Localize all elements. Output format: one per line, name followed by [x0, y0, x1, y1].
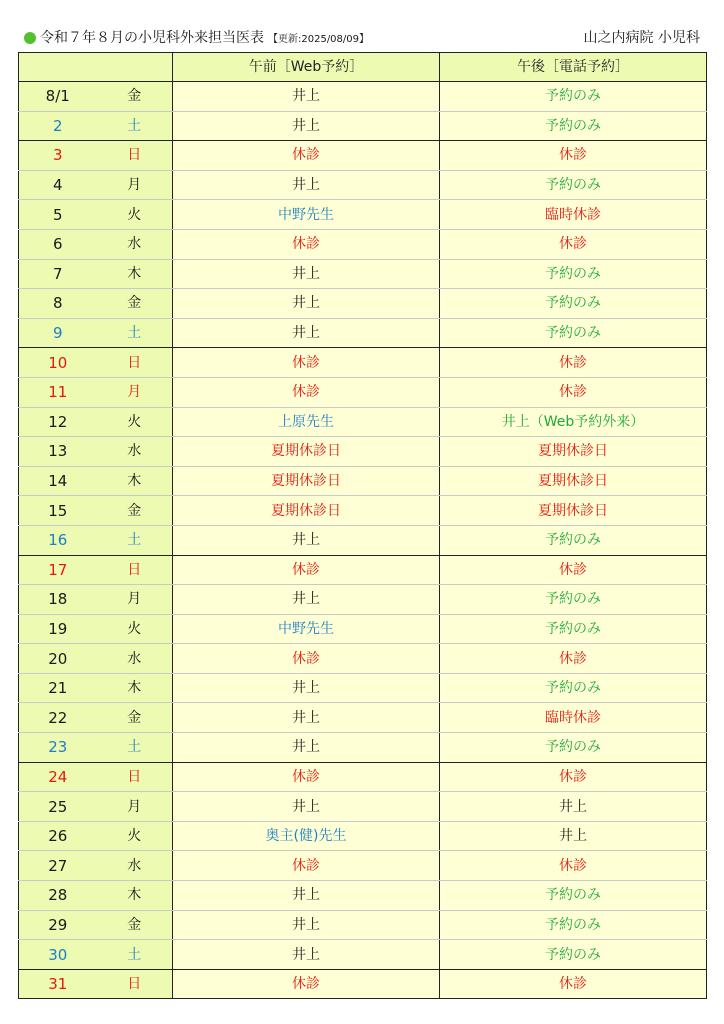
weekday-cell: 木	[97, 259, 173, 289]
table-row	[19, 289, 707, 319]
afternoon-cell: 休診	[440, 851, 707, 881]
table-row	[19, 377, 707, 407]
afternoon-cell: 予約のみ	[440, 673, 707, 703]
morning-cell: 井上	[173, 525, 440, 555]
weekday-cell: 金	[97, 289, 173, 319]
weekday-cell: 火	[97, 200, 173, 230]
table-row	[19, 644, 707, 674]
afternoon-cell: 休診	[440, 762, 707, 792]
page-title	[40, 29, 369, 49]
title-text: 令和７年８月の小児科外来担当医表	[40, 30, 264, 46]
afternoon-cell: 予約のみ	[440, 614, 707, 644]
morning-cell: 休診	[173, 229, 440, 259]
morning-cell: 休診	[173, 969, 440, 999]
weekday-cell: 水	[97, 229, 173, 259]
date-cell: 7	[19, 259, 97, 289]
morning-cell: 中野先生	[173, 614, 440, 644]
table-row	[19, 466, 707, 496]
date-cell: 13	[19, 437, 97, 467]
afternoon-cell: 休診	[440, 141, 707, 171]
table-row	[19, 940, 707, 970]
afternoon-cell: 予約のみ	[440, 940, 707, 970]
schedule-body	[19, 82, 707, 999]
afternoon-cell: 夏期休診日	[440, 466, 707, 496]
date-cell: 30	[19, 940, 97, 970]
date-cell: 18	[19, 585, 97, 615]
date-cell: 23	[19, 733, 97, 763]
afternoon-cell: 予約のみ	[440, 585, 707, 615]
afternoon-cell: 休診	[440, 229, 707, 259]
table-row	[19, 762, 707, 792]
weekday-cell: 水	[97, 644, 173, 674]
afternoon-cell: 予約のみ	[440, 259, 707, 289]
morning-cell: 休診	[173, 141, 440, 171]
morning-cell: 井上	[173, 881, 440, 911]
table-row	[19, 437, 707, 467]
table-row	[19, 881, 707, 911]
afternoon-cell: 予約のみ	[440, 525, 707, 555]
afternoon-cell: 臨時休診	[440, 703, 707, 733]
date-cell: 26	[19, 821, 97, 851]
weekday-cell: 土	[97, 940, 173, 970]
afternoon-cell: 休診	[440, 377, 707, 407]
weekday-cell: 火	[97, 407, 173, 437]
date-cell: 6	[19, 229, 97, 259]
table-row	[19, 851, 707, 881]
afternoon-cell: 夏期休診日	[440, 496, 707, 526]
header-afternoon: 午後［電話予約］	[440, 53, 707, 82]
afternoon-cell: 井上	[440, 792, 707, 822]
date-cell: 16	[19, 525, 97, 555]
afternoon-cell: 夏期休診日	[440, 437, 707, 467]
document-header	[22, 28, 704, 48]
weekday-cell: 日	[97, 141, 173, 171]
afternoon-cell: 臨時休診	[440, 200, 707, 230]
table-row	[19, 969, 707, 999]
date-cell: 27	[19, 851, 97, 881]
weekday-cell: 土	[97, 733, 173, 763]
date-cell: 3	[19, 141, 97, 171]
morning-cell: 中野先生	[173, 200, 440, 230]
table-row	[19, 910, 707, 940]
weekday-cell: 木	[97, 881, 173, 911]
table-row	[19, 733, 707, 763]
date-cell: 28	[19, 881, 97, 911]
afternoon-cell: 休診	[440, 348, 707, 378]
date-cell: 25	[19, 792, 97, 822]
weekday-cell: 月	[97, 170, 173, 200]
afternoon-cell: 休診	[440, 969, 707, 999]
weekday-cell: 金	[97, 703, 173, 733]
weekday-cell: 火	[97, 821, 173, 851]
date-cell: 8	[19, 289, 97, 319]
weekday-cell: 木	[97, 466, 173, 496]
table-row	[19, 585, 707, 615]
table-header-row	[19, 53, 707, 82]
morning-cell: 井上	[173, 170, 440, 200]
green-dot-icon	[24, 32, 36, 44]
table-row	[19, 259, 707, 289]
clinic-name: 山之内病院 小児科	[583, 30, 700, 46]
weekday-cell: 日	[97, 555, 173, 585]
table-row	[19, 141, 707, 171]
morning-cell: 休診	[173, 377, 440, 407]
date-cell: 12	[19, 407, 97, 437]
table-row	[19, 496, 707, 526]
afternoon-cell: 予約のみ	[440, 733, 707, 763]
table-row	[19, 200, 707, 230]
weekday-cell: 月	[97, 585, 173, 615]
morning-cell: 井上	[173, 259, 440, 289]
table-row	[19, 792, 707, 822]
morning-cell: 休診	[173, 762, 440, 792]
morning-cell: 休診	[173, 555, 440, 585]
afternoon-cell: 井上	[440, 821, 707, 851]
date-cell: 24	[19, 762, 97, 792]
date-cell: 5	[19, 200, 97, 230]
weekday-cell: 土	[97, 525, 173, 555]
morning-cell: 井上	[173, 703, 440, 733]
morning-cell: 井上	[173, 585, 440, 615]
date-cell: 9	[19, 318, 97, 348]
afternoon-cell: 予約のみ	[440, 881, 707, 911]
table-row	[19, 821, 707, 851]
morning-cell: 井上	[173, 289, 440, 319]
date-cell: 21	[19, 673, 97, 703]
weekday-cell: 金	[97, 82, 173, 112]
table-row	[19, 703, 707, 733]
table-row	[19, 229, 707, 259]
afternoon-cell: 予約のみ	[440, 170, 707, 200]
table-row	[19, 318, 707, 348]
date-cell: 22	[19, 703, 97, 733]
weekday-cell: 日	[97, 348, 173, 378]
morning-cell: 上原先生	[173, 407, 440, 437]
table-row	[19, 111, 707, 141]
morning-cell: 休診	[173, 644, 440, 674]
date-cell: 17	[19, 555, 97, 585]
morning-cell: 井上	[173, 111, 440, 141]
morning-cell: 井上	[173, 733, 440, 763]
table-row	[19, 348, 707, 378]
morning-cell: 井上	[173, 792, 440, 822]
date-cell: 19	[19, 614, 97, 644]
date-cell: 31	[19, 969, 97, 999]
date-cell: 10	[19, 348, 97, 378]
table-row	[19, 673, 707, 703]
table-row	[19, 407, 707, 437]
date-cell: 20	[19, 644, 97, 674]
date-cell: 8/1	[19, 82, 97, 112]
table-row	[19, 614, 707, 644]
morning-cell: 夏期休診日	[173, 496, 440, 526]
date-cell: 14	[19, 466, 97, 496]
afternoon-cell: 休診	[440, 644, 707, 674]
schedule-table	[18, 52, 707, 999]
morning-cell: 奥主(健)先生	[173, 821, 440, 851]
afternoon-cell: 休診	[440, 555, 707, 585]
morning-cell: 井上	[173, 673, 440, 703]
morning-cell: 井上	[173, 82, 440, 112]
table-row	[19, 170, 707, 200]
header-date-cell	[19, 53, 173, 82]
morning-cell: 休診	[173, 348, 440, 378]
morning-cell: 井上	[173, 318, 440, 348]
afternoon-cell: 井上（Web予約外来）	[440, 407, 707, 437]
morning-cell: 夏期休診日	[173, 466, 440, 496]
weekday-cell: 月	[97, 792, 173, 822]
afternoon-cell: 予約のみ	[440, 318, 707, 348]
header-morning: 午前［Web予約］	[173, 53, 440, 82]
date-cell: 15	[19, 496, 97, 526]
morning-cell: 休診	[173, 851, 440, 881]
updated-date: 【更新:2025/08/09】	[268, 34, 370, 45]
weekday-cell: 水	[97, 437, 173, 467]
weekday-cell: 金	[97, 496, 173, 526]
afternoon-cell: 予約のみ	[440, 111, 707, 141]
weekday-cell: 土	[97, 111, 173, 141]
date-cell: 4	[19, 170, 97, 200]
weekday-cell: 日	[97, 969, 173, 999]
morning-cell: 井上	[173, 940, 440, 970]
afternoon-cell: 予約のみ	[440, 82, 707, 112]
morning-cell: 井上	[173, 910, 440, 940]
date-cell: 29	[19, 910, 97, 940]
weekday-cell: 木	[97, 673, 173, 703]
morning-cell: 夏期休診日	[173, 437, 440, 467]
table-row	[19, 525, 707, 555]
weekday-cell: 金	[97, 910, 173, 940]
weekday-cell: 火	[97, 614, 173, 644]
weekday-cell: 月	[97, 377, 173, 407]
date-cell: 11	[19, 377, 97, 407]
weekday-cell: 土	[97, 318, 173, 348]
afternoon-cell: 予約のみ	[440, 289, 707, 319]
date-cell: 2	[19, 111, 97, 141]
table-row	[19, 555, 707, 585]
weekday-cell: 日	[97, 762, 173, 792]
table-row	[19, 82, 707, 112]
afternoon-cell: 予約のみ	[440, 910, 707, 940]
weekday-cell: 水	[97, 851, 173, 881]
